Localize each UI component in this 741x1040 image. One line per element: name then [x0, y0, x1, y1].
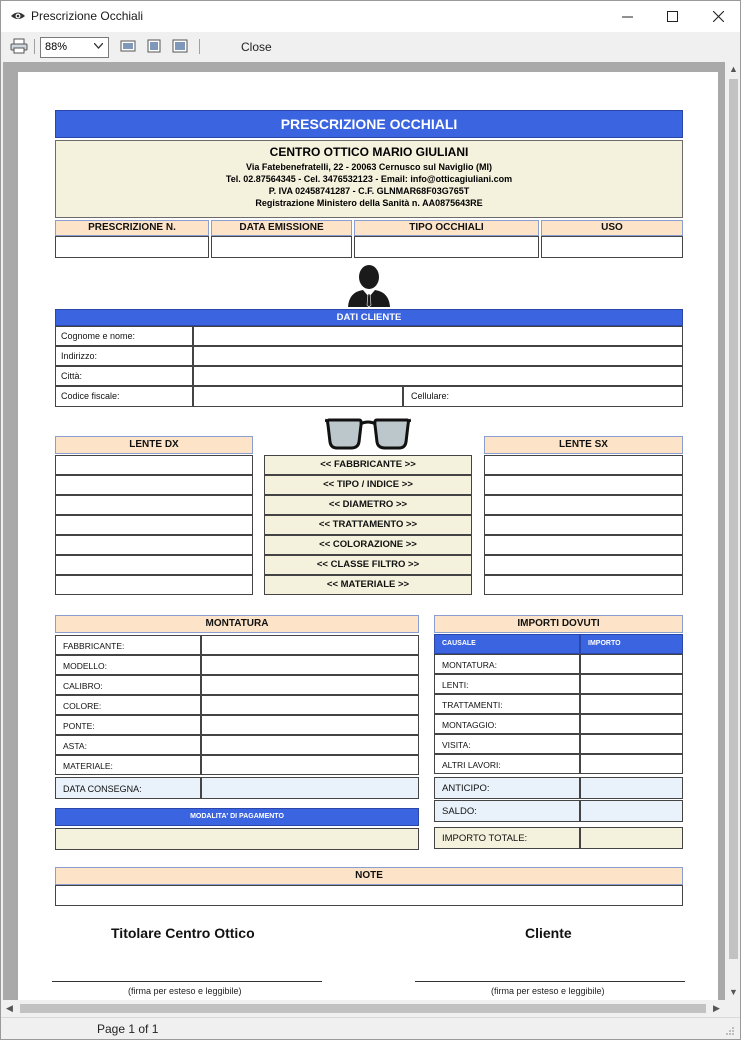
- prescription-number-field[interactable]: [55, 236, 209, 258]
- delivery-date-label-cell: [55, 777, 201, 799]
- amounts-amount-header: IMPORTO: [580, 634, 683, 654]
- printer-icon[interactable]: [10, 38, 28, 54]
- amount-label-cell: [434, 674, 580, 694]
- client-tax-label-cell: [55, 386, 193, 407]
- title-bar: [1, 1, 741, 32]
- minimize-button[interactable]: [604, 1, 650, 32]
- amount-label-cell-text: MONTAGGIO:: [442, 720, 497, 730]
- client-city-label: Città:: [61, 371, 83, 381]
- two-page-icon[interactable]: [171, 38, 189, 54]
- frame-label-cell-text: MODELLO:: [63, 661, 107, 671]
- close-icon: [713, 11, 724, 22]
- issue-date-field[interactable]: [211, 236, 352, 258]
- zoom-select[interactable]: [40, 37, 109, 58]
- lens-parameter-label: [264, 475, 472, 495]
- lens-parameter-label-text: << MATERIALE >>: [326, 579, 410, 590]
- document-page: [18, 72, 718, 1000]
- minimize-icon: [622, 11, 633, 22]
- frame-label-cell: [55, 735, 201, 755]
- frame-label-cell: [55, 695, 201, 715]
- lens-left-field[interactable]: [484, 575, 683, 595]
- client-phone-label: Cellulare:: [411, 391, 450, 401]
- vertical-scroll-thumb[interactable]: [729, 79, 738, 959]
- delivery-date-field[interactable]: [201, 777, 419, 799]
- frame-label-cell-text: MATERIALE:: [63, 761, 113, 771]
- frame-label-cell: [55, 635, 201, 655]
- amount-label-cell: [434, 714, 580, 734]
- client-tax-field[interactable]: [193, 386, 403, 407]
- balance-field[interactable]: [580, 800, 683, 822]
- signature-right-caption: (firma per esteso e leggibile): [491, 986, 605, 996]
- signature-left-caption: (firma per esteso e leggibile): [128, 986, 242, 996]
- lens-right-field[interactable]: [55, 515, 253, 535]
- amount-label-cell: [434, 694, 580, 714]
- frame-value-field[interactable]: [201, 715, 419, 735]
- frame-label-cell-text: FABBRICANTE:: [63, 641, 125, 651]
- frame-label-cell: [55, 715, 201, 735]
- close-button[interactable]: Close: [241, 40, 272, 54]
- lens-left-field[interactable]: [484, 555, 683, 575]
- toolbar: [1, 32, 741, 61]
- store-contacts: Tel. 02.87564345 - Cel. 3476532123 - Email: info@otticagiuliani.com: [225, 174, 513, 184]
- amount-value-field[interactable]: [580, 734, 683, 754]
- amounts-cause-header: CAUSALE: [434, 634, 580, 654]
- amount-label-cell: [434, 754, 580, 774]
- frame-value-field[interactable]: [201, 695, 419, 715]
- frame-label-cell-text: COLORE:: [63, 701, 102, 711]
- horizontal-scroll-thumb[interactable]: [20, 1004, 706, 1013]
- balance-label: SALDO:: [442, 806, 477, 817]
- lens-parameter-label: [264, 455, 472, 475]
- frame-label-cell-text: ASTA:: [63, 741, 87, 751]
- lens-parameter-label-text: << COLORAZIONE >>: [319, 539, 417, 550]
- store-name: CENTRO OTTICO MARIO GIULIANI: [269, 145, 469, 159]
- deposit-field[interactable]: [580, 777, 683, 799]
- frame-label-cell: [55, 655, 201, 675]
- person-icon: [346, 265, 392, 307]
- total-field[interactable]: [580, 827, 683, 849]
- frame-label-cell: [55, 675, 201, 695]
- frame-value-field[interactable]: [201, 635, 419, 655]
- lens-left-field[interactable]: [484, 455, 683, 475]
- header-prescription-number: PRESCRIZIONE N.: [55, 220, 209, 236]
- notes-title: NOTE: [55, 867, 683, 885]
- resize-grip-icon[interactable]: [725, 1026, 735, 1036]
- signature-left-line: [52, 981, 322, 982]
- glasses-type-field[interactable]: [354, 236, 539, 258]
- amount-label-cell-text: MONTATURA:: [442, 660, 497, 670]
- client-name-label: Cognome e nome:: [61, 331, 136, 341]
- page-count: Page 1 of 1: [97, 1022, 159, 1036]
- maximize-icon: [667, 11, 678, 22]
- frame-value-field[interactable]: [201, 655, 419, 675]
- close-window-button[interactable]: [695, 1, 741, 32]
- amount-label-cell-text: TRATTAMENTI:: [442, 700, 503, 710]
- page-setup-icon[interactable]: [119, 38, 137, 54]
- toolbar-separator: [199, 39, 200, 54]
- deposit-label-cell: [434, 777, 580, 799]
- store-registry: Registrazione Ministero della Sanità n. AA0875643RE: [255, 198, 483, 208]
- scroll-up-icon[interactable]: ▲: [729, 64, 738, 74]
- lens-left-field[interactable]: [484, 515, 683, 535]
- signature-right-line: [415, 981, 685, 982]
- use-field[interactable]: [541, 236, 683, 258]
- signature-left-title: Titolare Centro Ottico: [111, 925, 255, 941]
- lens-right-field[interactable]: [55, 455, 253, 475]
- frame-label-cell-text: PONTE:: [63, 721, 95, 731]
- lens-parameter-label: [264, 495, 472, 515]
- frame-value-field[interactable]: [201, 735, 419, 755]
- signature-right-title: Cliente: [525, 925, 572, 941]
- total-label-cell: [434, 827, 580, 849]
- single-page-icon[interactable]: [145, 38, 163, 54]
- lens-parameter-label-text: << FABBRICANTE >>: [320, 459, 416, 470]
- amount-value-field[interactable]: [580, 694, 683, 714]
- header-glasses-type: TIPO OCCHIALI: [354, 220, 539, 236]
- amount-label-cell-text: VISITA:: [442, 740, 471, 750]
- zoom-value: 88%: [45, 41, 68, 53]
- glasses-icon: [325, 416, 411, 452]
- vertical-scrollbar[interactable]: [725, 62, 741, 1000]
- client-phone-field[interactable]: [403, 386, 683, 407]
- frame-label-cell-text: CALIBRO:: [63, 681, 103, 691]
- frame-label-cell: [55, 755, 201, 775]
- lens-parameter-label: [264, 535, 472, 555]
- client-data-title: DATI CLIENTE: [55, 309, 683, 326]
- client-name-label-cell: [55, 326, 193, 346]
- window-title: Prescrizione Occhiali: [31, 9, 144, 23]
- lens-right-field[interactable]: [55, 555, 253, 575]
- scroll-down-icon[interactable]: ▼: [729, 987, 738, 997]
- lens-right-field[interactable]: [55, 535, 253, 555]
- store-info-box: [55, 140, 683, 218]
- frame-value-field[interactable]: [201, 675, 419, 695]
- lens-right-title: LENTE DX: [55, 436, 253, 454]
- payment-method-title: MODALITA' DI PAGAMENTO: [55, 808, 419, 826]
- amount-value-field[interactable]: [580, 754, 683, 774]
- lens-parameter-label: [264, 555, 472, 575]
- scroll-left-icon[interactable]: ◀: [6, 1003, 13, 1013]
- balance-label-cell: [434, 800, 580, 822]
- amount-label-cell: [434, 734, 580, 754]
- lens-right-field[interactable]: [55, 475, 253, 495]
- delivery-date-label: DATA CONSEGNA:: [63, 784, 142, 794]
- lens-left-field[interactable]: [484, 535, 683, 555]
- lens-parameter-label-text: << TIPO / INDICE >>: [323, 479, 413, 490]
- total-label: IMPORTO TOTALE:: [442, 833, 528, 844]
- header-use: USO: [541, 220, 683, 236]
- client-city-field[interactable]: [193, 366, 683, 386]
- form-title: PRESCRIZIONE OCCHIALI: [55, 110, 683, 138]
- amount-label-cell-text: ALTRI LAVORI:: [442, 760, 501, 770]
- client-city-label-cell: [55, 366, 193, 386]
- amounts-title: IMPORTI DOVUTI: [434, 615, 683, 633]
- amount-label-cell: [434, 654, 580, 674]
- client-address-field[interactable]: [193, 346, 683, 366]
- eye-app-icon: [10, 9, 26, 23]
- store-tax: P. IVA 02458741287 - C.F. GLNMAR68F03G765T: [268, 186, 470, 196]
- header-issue-date: DATA EMISSIONE: [211, 220, 352, 236]
- lens-parameter-label-text: << CLASSE FILTRO >>: [316, 559, 420, 570]
- amount-label-cell-text: LENTI:: [442, 680, 469, 690]
- amount-value-field[interactable]: [580, 714, 683, 734]
- status-bar: [1, 1017, 741, 1040]
- client-tax-label: Codice fiscale:: [61, 391, 120, 401]
- lens-parameter-label: [264, 575, 472, 595]
- document-viewport: [3, 62, 725, 1000]
- lens-left-field[interactable]: [484, 495, 683, 515]
- deposit-label: ANTICIPO:: [442, 783, 490, 794]
- lens-right-field[interactable]: [55, 495, 253, 515]
- lens-right-field[interactable]: [55, 575, 253, 595]
- lens-parameter-label-text: << DIAMETRO >>: [328, 499, 408, 510]
- store-address: Via Fatebenefratelli, 22 - 20063 Cernusco sul Naviglio (MI): [246, 162, 492, 172]
- horizontal-scrollbar[interactable]: [3, 1000, 725, 1017]
- scroll-right-icon[interactable]: ▶: [713, 1003, 720, 1013]
- lens-left-field[interactable]: [484, 475, 683, 495]
- payment-method-field[interactable]: [55, 828, 419, 850]
- maximize-button[interactable]: [649, 1, 695, 32]
- client-address-label: Indirizzo:: [61, 351, 98, 361]
- toolbar-separator: [34, 39, 35, 54]
- lens-left-title: LENTE SX: [484, 436, 683, 454]
- amount-value-field[interactable]: [580, 654, 683, 674]
- client-name-field[interactable]: [193, 326, 683, 346]
- frame-title: MONTATURA: [55, 615, 419, 633]
- client-address-label-cell: [55, 346, 193, 366]
- chevron-down-icon: [94, 43, 103, 49]
- frame-value-field[interactable]: [201, 755, 419, 775]
- notes-field[interactable]: [55, 885, 683, 906]
- lens-parameter-label: [264, 515, 472, 535]
- lens-parameter-label-text: << TRATTAMENTO >>: [318, 519, 418, 530]
- amount-value-field[interactable]: [580, 674, 683, 694]
